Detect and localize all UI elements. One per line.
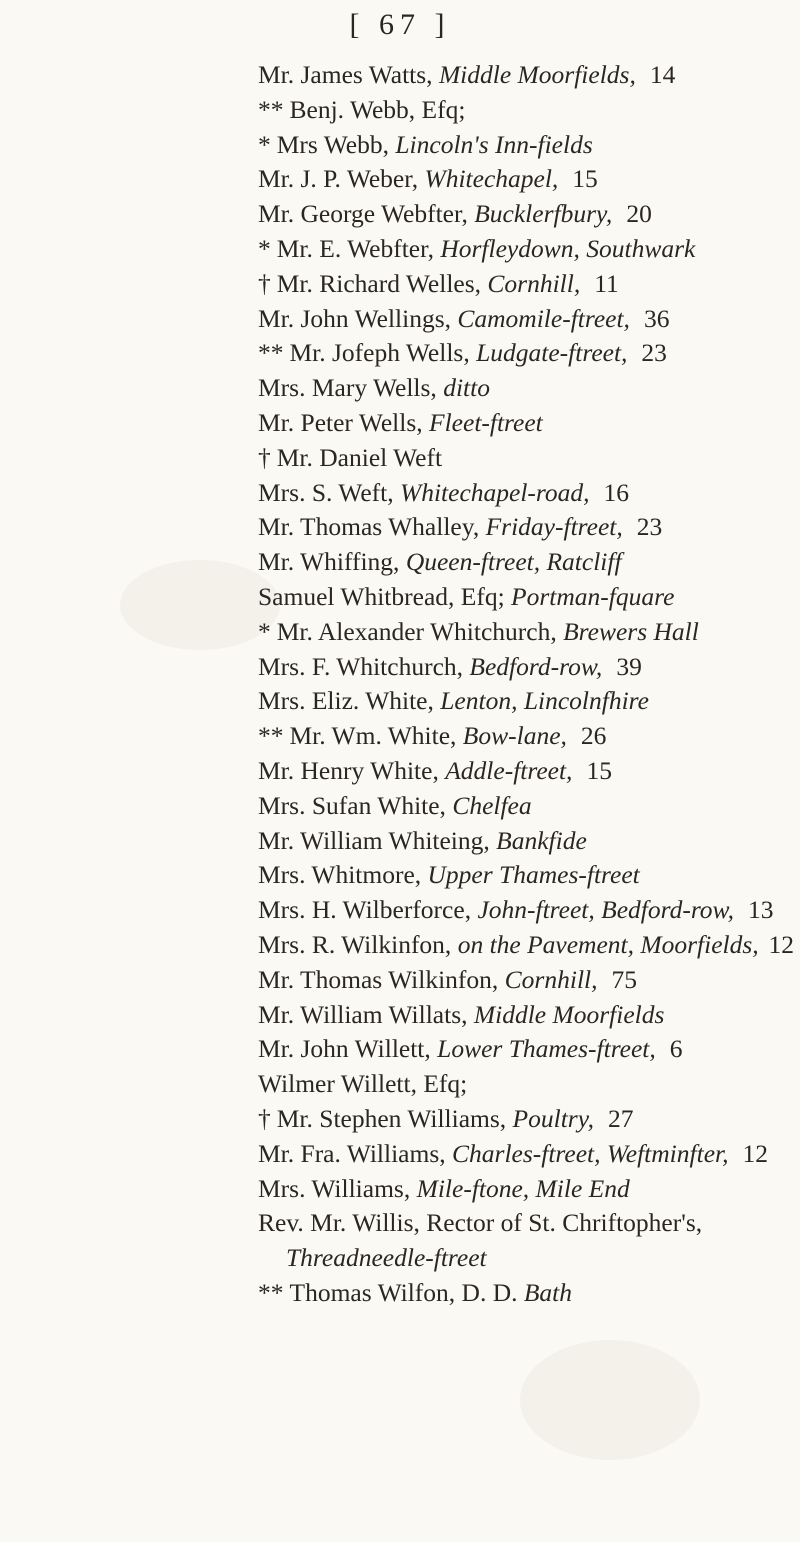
subscriber-name: Mrs. H. Wilberforce,: [258, 895, 472, 925]
subscriber-name: Mr. Stephen Williams,: [276, 1103, 507, 1133]
quantity-number: 36: [643, 303, 670, 333]
quantity-number: 23: [636, 512, 663, 542]
subscriber-address: Bath: [523, 1277, 573, 1307]
quantity-number: 13: [748, 895, 774, 925]
quantity-number: 11: [594, 268, 619, 298]
subscriber-mark: **: [258, 338, 284, 368]
subscriber-address: Upper Thames-ftreet: [427, 860, 640, 890]
list-entry: [258, 267, 796, 302]
subscriber-address: Brewers Hall: [563, 616, 699, 646]
subscriber-name: Mr. John Wellings,: [258, 303, 451, 333]
list-entry: [258, 615, 796, 650]
quantity-number: 23: [641, 338, 667, 368]
list-entry: [258, 1137, 796, 1172]
subscriber-address: Lower Thames-ftreet,: [437, 1034, 656, 1064]
list-entry: [258, 1276, 796, 1311]
subscriber-name: Mr. Thomas Wilkinfon,: [258, 964, 499, 994]
subscriber-mark: *: [258, 233, 271, 263]
subscriber-address: Threadneedle-ftreet: [286, 1243, 487, 1273]
subscriber-name: Mrs. Williams,: [258, 1173, 411, 1203]
subscriber-mark: †: [258, 268, 271, 298]
subscriber-address: Mile-ftone, Mile End: [416, 1173, 630, 1203]
subscriber-address: Bow-lane,: [462, 721, 567, 751]
paper-stain: [520, 1340, 700, 1460]
list-entry: [258, 1206, 796, 1241]
subscriber-name: Mr. Whiffing,: [258, 547, 400, 577]
subscriber-address: Bucklerfbury,: [474, 199, 613, 229]
list-entry: [258, 58, 796, 93]
subscriber-address: Horfleydown, Southwark: [440, 233, 696, 263]
list-entry: [258, 928, 796, 963]
list-entry: [258, 1032, 796, 1067]
subscriber-address: Queen-ftreet, Ratcliff: [405, 547, 622, 577]
subscriber-address: Cornhill,: [504, 964, 598, 994]
subscriber-address: Lincoln's Inn-fields: [395, 129, 593, 159]
subscriber-name: Mrs. S. Weft,: [258, 477, 394, 507]
subscriber-address: Chelfea: [452, 790, 532, 820]
list-entry: [258, 580, 796, 615]
quantity-number: 6: [669, 1034, 683, 1064]
subscriber-address: Bankfide: [496, 825, 587, 855]
subscriber-list: [258, 58, 796, 1311]
quantity-number: 15: [572, 164, 598, 194]
subscriber-address: Camomile-ftreet,: [457, 303, 630, 333]
list-entry: [258, 1067, 796, 1102]
list-entry: [258, 197, 796, 232]
subscriber-name: Mr. William Willats,: [258, 999, 468, 1029]
subscriber-address: Addle-ftreet,: [445, 755, 573, 785]
list-entry: [258, 858, 796, 893]
subscriber-address: Friday-ftreet,: [485, 512, 623, 542]
list-entry: [258, 441, 796, 476]
subscriber-name: Wilmer Willett, Efq;: [258, 1069, 468, 1099]
quantity-number: 26: [580, 721, 607, 751]
subscriber-address: Charles-ftreet, Weftminfter,: [452, 1138, 729, 1168]
subscriber-address: on the Pavement, Moorfields,: [457, 929, 759, 959]
subscriber-name: Samuel Whitbread, Efq;: [258, 581, 505, 611]
subscriber-name: Thomas Wilfon, D. D.: [289, 1277, 518, 1307]
quantity-number: 27: [608, 1103, 634, 1133]
subscriber-mark: *: [258, 616, 271, 646]
list-entry: [258, 789, 796, 824]
subscriber-name: Mr. E. Webfter,: [276, 233, 434, 263]
paper-stain: [120, 560, 280, 650]
list-entry: [258, 963, 796, 998]
list-entry: [258, 719, 796, 754]
subscriber-name: Mr. Fra. Williams,: [258, 1138, 446, 1168]
subscriber-name: Mr. Wm. White,: [289, 721, 457, 751]
subscriber-mark: **: [258, 1277, 284, 1307]
subscriber-address: Middle Moorfields,: [438, 60, 636, 89]
subscriber-address: Fleet-ftreet: [429, 407, 543, 437]
subscriber-name: Mr. Jofeph Wells,: [289, 338, 470, 368]
subscriber-mark: **: [258, 94, 284, 124]
subscriber-name: Mrs. Sufan White,: [258, 790, 446, 820]
list-entry: [258, 510, 796, 545]
list-entry: [258, 232, 796, 267]
subscriber-address: Portman-fquare: [511, 581, 675, 611]
list-entry: [258, 1172, 796, 1207]
list-entry: [258, 476, 796, 511]
subscriber-name: Mr. William Whiteing,: [258, 825, 490, 855]
subscriber-name: Mrs. R. Wilkinfon,: [258, 929, 452, 959]
subscriber-name: Mr. George Webfter,: [258, 199, 468, 229]
quantity-number: 15: [586, 755, 612, 785]
subscriber-name: Mr. J. P. Weber,: [258, 164, 419, 194]
subscriber-name: Mrs Webb,: [276, 129, 389, 159]
subscriber-name: Mr. Daniel Weft: [276, 442, 443, 472]
subscriber-name: Rev. Mr. Willis, Rector of St. Chriftopher's,: [258, 1208, 703, 1238]
list-entry: [258, 998, 796, 1033]
list-entry: [258, 93, 796, 128]
subscriber-name: Mr. James Watts,: [258, 60, 433, 89]
list-entry: [258, 302, 796, 337]
subscriber-address: Lenton, Lincolnfhire: [440, 686, 649, 716]
list-entry: [258, 336, 796, 371]
subscriber-name: Mrs. F. Whitchurch,: [258, 651, 464, 681]
subscriber-address: Ludgate-ftreet,: [476, 338, 628, 368]
subscriber-address: Cornhill,: [487, 268, 581, 298]
quantity-number: 12: [742, 1138, 768, 1168]
list-entry: [258, 684, 796, 719]
subscriber-name: Mr. Henry White,: [258, 755, 439, 785]
subscriber-name: Mrs. Whitmore,: [258, 860, 422, 890]
subscriber-address: Bedford-row,: [469, 651, 603, 681]
subscriber-name: Mr. Alexander Whitchurch,: [276, 616, 557, 646]
subscriber-mark: *: [258, 129, 271, 159]
subscriber-name: Mr. Peter Wells,: [258, 407, 423, 437]
quantity-number: 20: [626, 199, 652, 229]
subscriber-address: Poultry,: [512, 1103, 595, 1133]
list-entry: [258, 128, 796, 163]
list-entry: [258, 406, 796, 441]
list-entry: [258, 650, 796, 685]
list-entry: [258, 545, 796, 580]
subscriber-name: Mrs. Mary Wells,: [258, 373, 437, 403]
quantity-number: 39: [616, 651, 642, 681]
subscriber-name: Mr. Richard Welles,: [276, 268, 482, 298]
subscriber-mark: **: [258, 721, 284, 751]
list-entry: [258, 371, 796, 406]
quantity-number: 14: [649, 60, 676, 89]
subscriber-name: Benj. Webb, Efq;: [289, 94, 466, 124]
list-entry: [258, 1241, 796, 1276]
list-entry: [258, 1102, 796, 1137]
subscriber-name: Mr. Thomas Whalley,: [258, 512, 480, 542]
quantity-number: 16: [603, 477, 630, 507]
subscriber-address: Whitechapel-road,: [399, 477, 590, 507]
list-entry: [258, 162, 796, 197]
subscriber-mark: †: [258, 1103, 271, 1133]
subscriber-name: Mrs. Eliz. White,: [258, 686, 434, 716]
subscriber-mark: †: [258, 442, 271, 472]
subscriber-name: Mr. John Willett,: [258, 1034, 431, 1064]
page-number: [ 67 ]: [349, 8, 451, 41]
subscriber-address: ditto: [443, 373, 490, 403]
list-entry: [258, 893, 796, 928]
list-entry: [258, 824, 796, 859]
subscriber-address: Whitechapel,: [424, 164, 559, 194]
quantity-number: 12: [768, 929, 794, 959]
quantity-number: 75: [611, 964, 637, 994]
list-entry: [258, 754, 796, 789]
subscriber-address: John-ftreet, Bedford-row,: [477, 895, 735, 925]
subscriber-address: Middle Moorfields: [473, 999, 665, 1029]
